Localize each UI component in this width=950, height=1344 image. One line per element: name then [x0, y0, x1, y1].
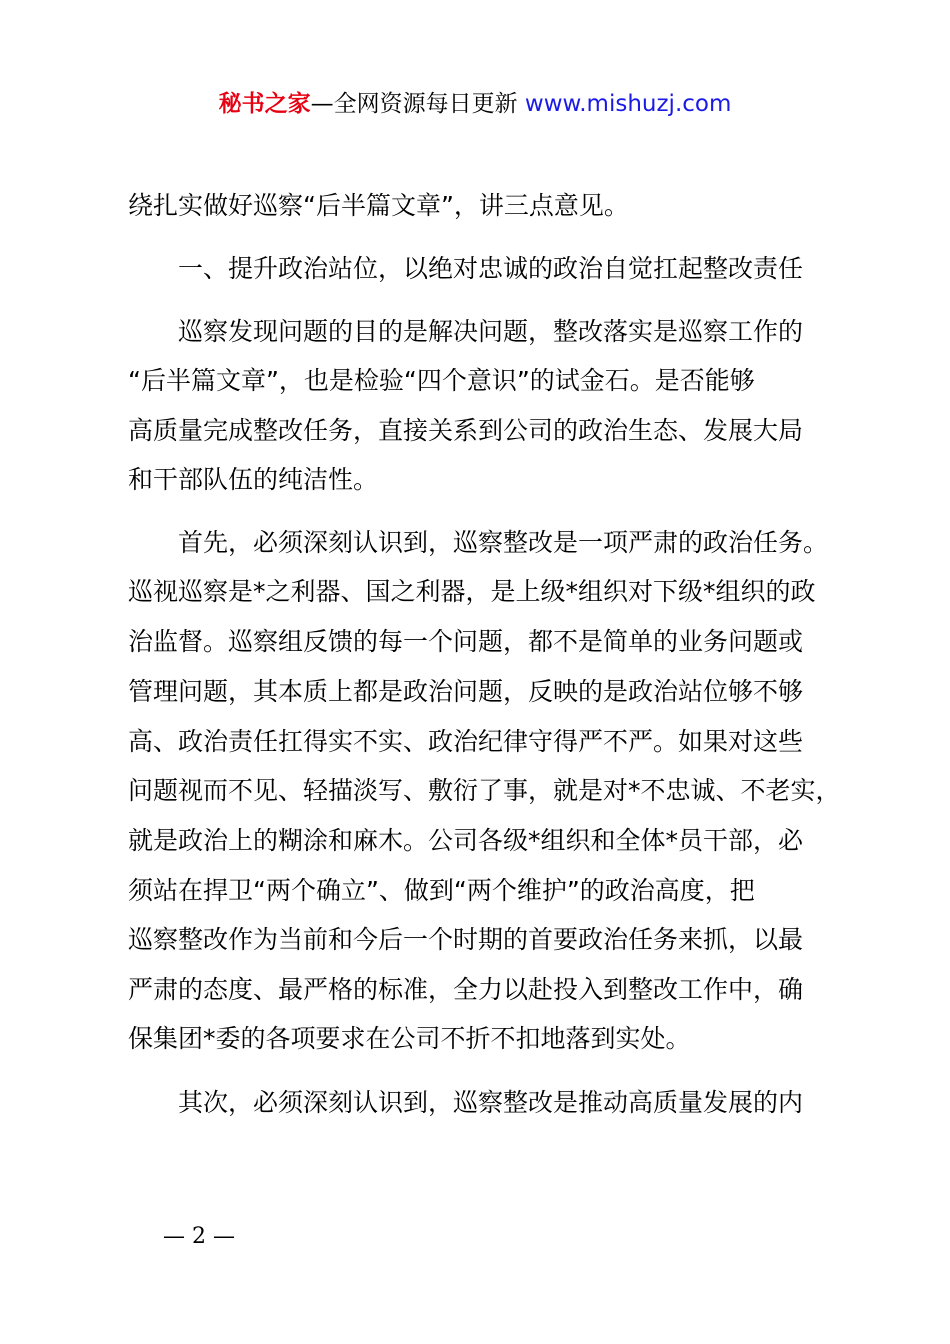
text-line: 严肃的态度、最严格的标准，全力以赴投入到整改工作中，确	[128, 975, 804, 1004]
text-line: 其次，必须深刻认识到，巡察整改是推动高质量发展的内	[178, 1088, 804, 1117]
text-line: 高、政治责任扛得实不实、政治纪律守得严不严。如果对这些	[128, 727, 804, 756]
text-line: 管理问题，其本质上都是政治问题，反映的是政治站位够不够	[128, 677, 804, 706]
brand-name: 秘书之家	[218, 91, 311, 117]
text-line: 治监督。巡察组反馈的每一个问题，都不是简单的业务问题或	[128, 627, 804, 656]
text-line: “后半篇文章”，也是检验“四个意识”的试金石。是否能够	[128, 366, 755, 395]
text-line: 和干部队伍的纯洁性。	[128, 465, 379, 494]
text-line: 须站在捍卫“两个确立”、做到“两个维护”的政治高度，把	[128, 876, 755, 905]
page-number: — 2 —	[163, 1224, 235, 1249]
header-slogan: —全网资源每日更新	[310, 91, 525, 117]
text-line: 保集团*委的各项要求在公司不折不扣地落到实处。	[128, 1024, 691, 1053]
text-line: 巡视巡察是*之利器、国之利器，是上级*组织对下级*组织的政	[128, 577, 816, 606]
site-header	[0, 86, 950, 122]
text-line: 就是政治上的糊涂和麻木。公司各级*组织和全体*员干部，必	[128, 826, 804, 855]
text-line: 高质量完成整改任务，直接关系到公司的政治生态、发展大局	[128, 416, 804, 445]
text-line: 巡察发现问题的目的是解决问题，整改落实是巡察工作的	[178, 317, 804, 346]
site-url-link[interactable]: www.mishuzj.com	[524, 91, 732, 117]
text-line: 问题视而不见、轻描淡写、敷衍了事，就是对*不忠诚、不老实，	[128, 776, 841, 805]
text-line: 首先，必须深刻认识到，巡察整改是一项严肃的政治任务。	[178, 528, 829, 557]
text-line: 巡察整改作为当前和今后一个时期的首要政治任务来抓，以最	[128, 925, 804, 954]
text-line: 绕扎实做好巡察“后半篇文章”，讲三点意见。	[128, 191, 629, 220]
section-heading: 一、提升政治站位，以绝对忠诚的政治自觉扛起整改责任	[178, 254, 804, 283]
